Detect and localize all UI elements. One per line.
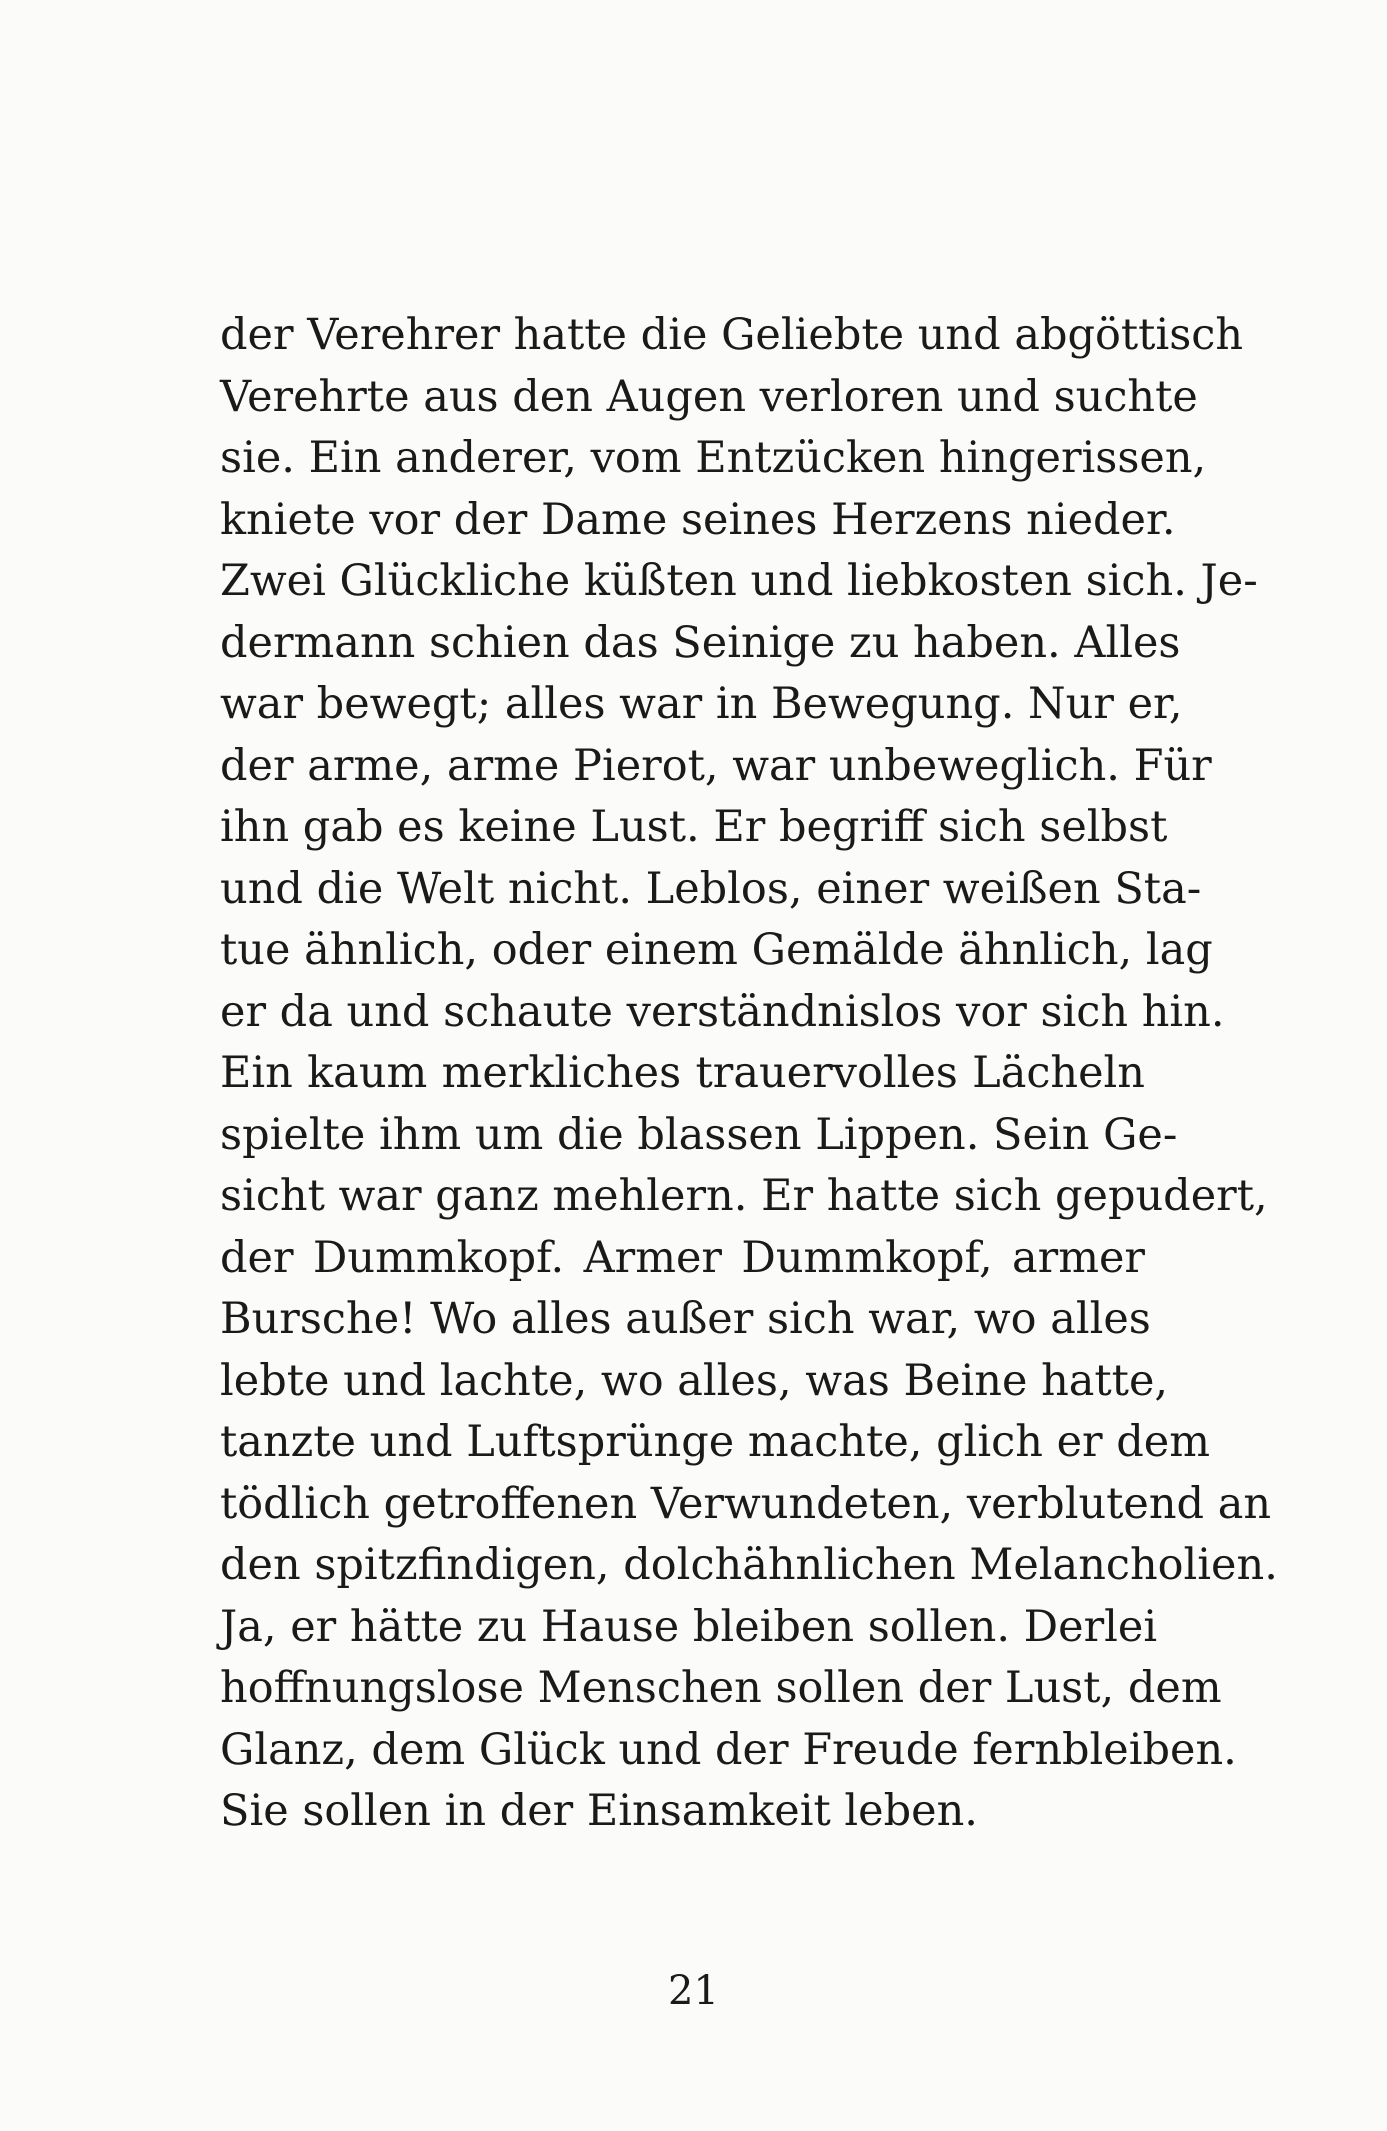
text-line: der Dummkopf. Armer Dummkopf, armer: [220, 1232, 1145, 1283]
text-line: war bewegt; alles war in Bewegung. Nur er,: [220, 679, 1183, 729]
text-line: Ja, er hätte zu Hause bleiben sollen. Derlei: [220, 1601, 1158, 1652]
text-line-last: Sie sollen in der Einsamkeit leben.: [220, 1786, 978, 1836]
text-line: Ein kaum merkliches trauervolles Lächeln: [220, 1048, 1145, 1098]
text-line: sicht war ganz mehlern. Er hatte sich gepudert,: [220, 1171, 1268, 1221]
text-line: hoffnungslose Menschen sollen der Lust, dem: [220, 1663, 1222, 1713]
text-line: der arme, arme Pierot, war unbeweglich. Für: [220, 740, 1212, 791]
text-line: sie. Ein anderer, vom Entzücken hingerissen,: [220, 433, 1207, 483]
text-line: der Verehrer hatte die Geliebte und abgöttisch: [220, 310, 1244, 360]
text-line: Verehrte aus den Augen verloren und suchte: [220, 371, 1198, 422]
text-line: tue ähnlich, oder einem Gemälde ähnlich, lag: [220, 925, 1213, 975]
text-line: lebte und lachte, wo alles, was Beine hatte,: [220, 1355, 1169, 1406]
text-line: Bursche! Wo alles außer sich war, wo alles: [220, 1294, 1151, 1344]
text-line: kniete vor der Dame seines Herzens nieder.: [220, 494, 1176, 545]
body-text: [220, 305, 1278, 1843]
page-number: 21: [668, 1968, 719, 2014]
text-line: ihn gab es keine Lust. Er begriff sich selbst: [220, 802, 1168, 852]
text-line: spielte ihm um die blassen Lippen. Sein Ge-: [220, 1109, 1178, 1160]
text-line: er da und schaute verständnislos vor sich hin.: [220, 986, 1225, 1037]
text-line: tödlich getroffenen Verwundeten, verblutend an: [220, 1478, 1272, 1529]
text-line: Zwei Glückliche küßten und liebkosten sich. Je-: [220, 556, 1258, 606]
text-line: und die Welt nicht. Leblos, einer weißen Sta-: [220, 863, 1202, 914]
text-line: Glanz, dem Glück und der Freude fernbleiben.: [220, 1724, 1237, 1775]
text-line: tanzte und Luftsprünge machte, glich er dem: [220, 1417, 1211, 1467]
text-line: den spitzfindigen, dolchähnlichen Melancholien.: [220, 1540, 1278, 1590]
text-line: dermann schien das Seinige zu haben. Alles: [220, 617, 1181, 668]
